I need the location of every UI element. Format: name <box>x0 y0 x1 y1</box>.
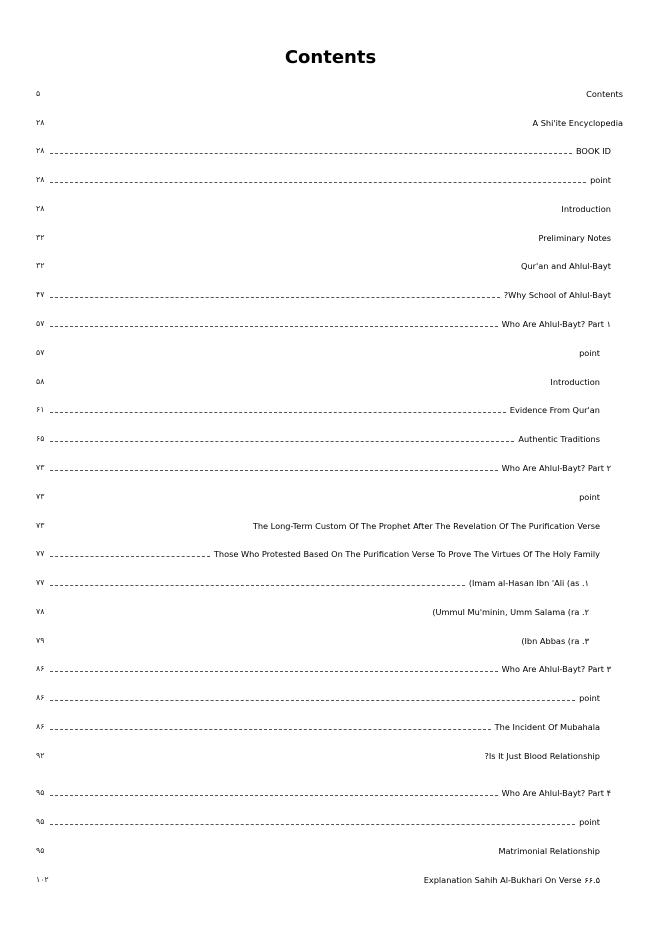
toc-entry[interactable] <box>36 174 611 186</box>
toc-entry-label: Explanation Sahih Al-Bukhari On Verse ۶۶.۵ <box>423 875 600 885</box>
toc-entry-label: ?Is It Just Blood Relationship <box>484 751 600 761</box>
toc-page-number: ۴۷ <box>36 290 45 299</box>
toc-entry-label: Contents <box>586 89 623 99</box>
toc-page-number: ۵۸ <box>36 377 45 386</box>
toc-entry-label: Who Are Ahlul-Bayt? Part ۲ <box>501 463 611 473</box>
toc-entry[interactable] <box>36 260 611 272</box>
toc-leader <box>50 728 491 730</box>
toc-leader <box>50 614 428 615</box>
toc-entry[interactable] <box>36 433 600 445</box>
toc-page-number: ۲۸ <box>36 118 45 127</box>
toc-entry[interactable] <box>36 117 623 129</box>
toc-page-number: ۷۳ <box>36 463 45 472</box>
toc-entry-label: The Incident Of Mubahala <box>494 722 600 732</box>
toc-entry-label: point <box>579 348 600 358</box>
toc-leader <box>50 794 498 796</box>
toc-leader <box>50 411 506 413</box>
toc-leader <box>50 181 586 183</box>
toc-entry-label: Who Are Ahlul-Bayt? Part ۱ <box>501 319 611 329</box>
toc-entry[interactable] <box>36 721 600 733</box>
toc-entry-label: Who Are Ahlul-Bayt? Part ۴ <box>501 788 611 798</box>
toc-page-number: ۹۵ <box>36 788 45 797</box>
toc-entry-label: ?Why School of Ahlul-Bayt <box>503 290 611 300</box>
toc-entry-label: Matrimonial Relationship <box>498 846 600 856</box>
toc-page-number: ۵۷ <box>36 319 45 328</box>
toc-entry[interactable] <box>36 750 600 762</box>
toc-entry-label: Who Are Ahlul-Bayt? Part ۳ <box>501 664 611 674</box>
toc-leader <box>50 96 582 97</box>
toc-entry[interactable] <box>36 289 611 301</box>
toc-entry-label: (Ibn Abbas (ra .۳ <box>521 636 589 646</box>
toc-entry[interactable] <box>36 548 600 560</box>
toc-entry[interactable] <box>36 88 623 100</box>
toc-leader <box>50 440 514 442</box>
toc-entry-label: Evidence From Qur'an <box>509 405 600 415</box>
toc-entry[interactable] <box>36 232 611 244</box>
toc-page-number: ۷۳ <box>36 492 45 501</box>
toc-leader <box>50 584 465 586</box>
toc-leader <box>50 355 575 356</box>
toc-entry[interactable] <box>36 845 600 857</box>
toc-page-number: ۳۲ <box>36 233 45 242</box>
toc-entry-label: A Shi'ite Encyclopedia <box>532 118 623 128</box>
toc-leader <box>50 643 517 644</box>
toc-page-number: ۷۷ <box>36 578 45 587</box>
toc-entry-label: point <box>579 492 600 502</box>
toc-entry[interactable] <box>36 491 600 503</box>
toc-leader <box>50 528 249 529</box>
toc-leader <box>50 125 529 126</box>
toc-entry[interactable] <box>36 787 611 799</box>
toc-entry-label: BOOK ID <box>575 146 611 156</box>
toc-page-number: ۸۶ <box>36 664 45 673</box>
toc-entry[interactable] <box>36 347 600 359</box>
toc-page-number: ۵ <box>36 89 41 98</box>
toc-entry-label: Introduction <box>561 204 611 214</box>
toc-page-number: ۱۰۲ <box>36 875 49 884</box>
toc-leader <box>50 758 480 759</box>
toc-leader <box>50 469 498 471</box>
toc-page-number: ۹۵ <box>36 846 45 855</box>
toc-entry[interactable] <box>36 376 600 388</box>
toc-entry[interactable] <box>36 663 611 675</box>
toc-leader <box>50 699 575 701</box>
toc-entry-label: point <box>590 175 611 185</box>
toc-leader <box>50 670 498 672</box>
toc-entry[interactable] <box>36 635 589 647</box>
toc-page-number: ۶۱ <box>36 405 45 414</box>
toc-entry-label: Qur'an and Ahlul-Bayt <box>521 261 611 271</box>
page-title: Contents <box>284 47 377 68</box>
toc-leader <box>50 823 575 825</box>
toc-leader <box>50 325 498 327</box>
toc-leader <box>50 268 517 269</box>
toc-leader <box>50 384 546 385</box>
toc-entry[interactable] <box>36 318 611 330</box>
toc-entry-label: Authentic Traditions <box>518 434 600 444</box>
toc-entry-label: Those Who Protested Based On The Purification Verse To Prove The Virtues Of The Holy Family <box>213 549 600 559</box>
toc-page-number: ۷۳ <box>36 521 45 530</box>
toc-page-number: ۲۸ <box>36 146 45 155</box>
toc-entry[interactable] <box>36 404 600 416</box>
toc-page-number: ۶۵ <box>36 434 45 443</box>
toc-entry[interactable] <box>36 874 600 886</box>
toc-page-number: ۲۸ <box>36 175 45 184</box>
toc-entry-label: The Long-Term Custom Of The Prophet After The Revelation Of The Purification Verse <box>252 521 600 531</box>
toc-leader <box>50 296 500 298</box>
toc-entry-label: Introduction <box>550 377 600 387</box>
toc-page-number: ۲۸ <box>36 204 45 213</box>
toc-leader <box>50 211 557 212</box>
toc-entry[interactable] <box>36 145 611 157</box>
toc-entry-label: point <box>579 693 600 703</box>
toc-entry[interactable] <box>36 692 600 704</box>
toc-page-number: ۸۶ <box>36 693 45 702</box>
toc-page-number: ۷۹ <box>36 636 45 645</box>
toc-entry-label: point <box>579 817 600 827</box>
toc-entry[interactable] <box>36 520 600 532</box>
toc-leader <box>50 555 210 557</box>
toc-leader <box>50 499 575 500</box>
toc-entry[interactable] <box>36 816 600 828</box>
toc-page-number: ۷۷ <box>36 549 45 558</box>
toc-entry[interactable] <box>36 462 611 474</box>
toc-entry-label: (Ummul Mu'minin, Umm Salama (ra .۲ <box>432 607 589 617</box>
toc-leader <box>50 240 535 241</box>
toc-entry[interactable] <box>36 203 611 215</box>
toc-page-number: ۵۷ <box>36 348 45 357</box>
toc-entry-label: Preliminary Notes <box>538 233 611 243</box>
toc-entry[interactable] <box>36 577 589 589</box>
toc-entry[interactable] <box>36 606 589 618</box>
toc-page-number: ۹۵ <box>36 817 45 826</box>
toc-leader <box>50 152 572 154</box>
toc-leader <box>50 853 494 854</box>
toc-page-number: ۹۲ <box>36 751 45 760</box>
toc-page-number: ۸۶ <box>36 722 45 731</box>
toc-page-number: ۷۸ <box>36 607 45 616</box>
toc-page-number: ۳۲ <box>36 261 45 270</box>
toc-leader <box>50 882 420 883</box>
toc-entry-label: (Imam al-Hasan Ibn 'Ali (as .۱ <box>468 578 589 588</box>
